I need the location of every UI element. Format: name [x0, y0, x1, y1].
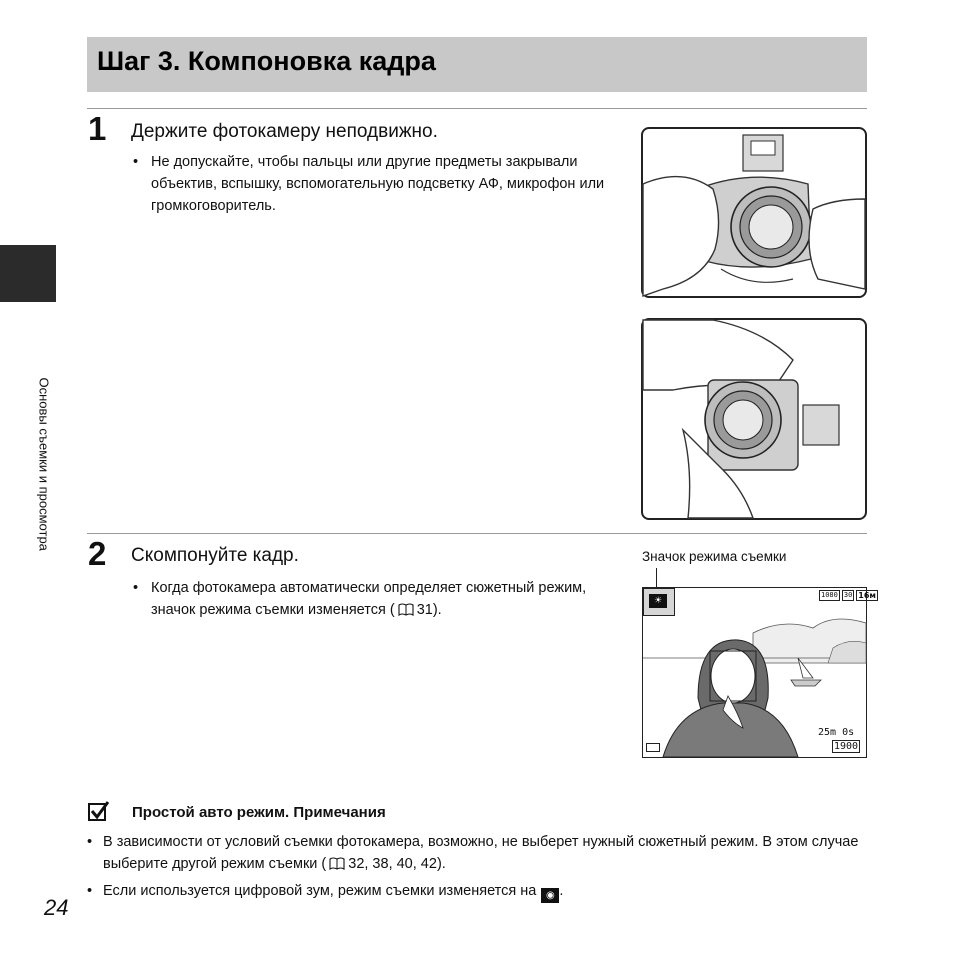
- camera-hold-photo-1: [641, 127, 867, 298]
- note-bullet-2-text: Если используется цифровой зум, режим съемки изменяется на: [103, 883, 537, 899]
- note-bullet-1-end: ).: [436, 856, 446, 872]
- screen-status-top: [819, 590, 878, 601]
- step1-bullet-text: Не допускайте, чтобы пальцы или другие предметы закрывали объектив, вспышку, вспомогательную подсветку АФ, микрофон или громкоговоритель.: [151, 154, 605, 214]
- image-size: 16м: [858, 591, 876, 600]
- remaining-rec-time: 25m 0s: [818, 727, 855, 738]
- camera-screen: [642, 587, 876, 758]
- note-bullet-1-text: В зависимости от условий съемки фотокамера, возможно, не выберет нужный сюжетный режим. В этом случае выберите другой режим съемки (: [103, 834, 859, 872]
- page-title: Шаг 3. Компоновка кадра: [97, 46, 436, 76]
- step2-heading: Скомпонуйте кадр.: [131, 545, 299, 566]
- book-icon: [329, 855, 345, 868]
- note-bullet-2: • Если используется цифровой зум, режим съемки изменяется на ◉ .: [87, 883, 564, 901]
- camera-hold-illustration-1: [643, 129, 865, 296]
- note-bullet-2-end: .: [559, 883, 564, 899]
- scene-auto-icon: ☀: [643, 588, 675, 616]
- divider: [87, 533, 867, 534]
- shots-remaining: 1900: [834, 741, 859, 752]
- video-fps: 30: [843, 591, 853, 599]
- image-caption: Значок режима съемки: [642, 549, 787, 564]
- step2-number: 2: [88, 535, 107, 572]
- step2-bullet-end: ).: [432, 602, 442, 618]
- camera-mode-icon: ◉: [541, 888, 559, 903]
- note-bullet-1: • В зависимости от условий съемки фотокамера, возможно, не выберет нужный сюжетный режим. В этом случае выберите другой режим съемки ( 32, 38, 40, 42).: [87, 834, 859, 872]
- camera-hold-photo-2: [641, 318, 867, 520]
- camera-hold-illustration-2: [643, 320, 865, 518]
- divider: [87, 108, 867, 109]
- note-heading: Простой авто режим. Примечания: [132, 804, 386, 821]
- checkmark-icon: [88, 800, 110, 822]
- note-bullet-1-refs: 32, 38, 40, 42: [348, 856, 437, 872]
- step1-heading: Держите фотокамеру неподвижно.: [131, 121, 438, 142]
- step2-ref: 31: [416, 602, 433, 618]
- video-resolution: 1080: [821, 591, 838, 599]
- step1-bullet: • Не допускайте, чтобы пальцы или другие предметы закрывали объектив, вспышку, вспомогательную подсветку АФ, микрофон или громкоговоритель.: [133, 154, 605, 214]
- battery-icon: [646, 743, 660, 752]
- step2-bullet-text: Когда фотокамера автоматически определяет сюжетный режим, значок режима съемки изменяется (: [151, 580, 587, 618]
- book-icon: [398, 601, 414, 614]
- section-tab: [0, 245, 56, 302]
- page-number: 24: [44, 895, 69, 920]
- step1-number: 1: [88, 110, 107, 147]
- step2-bullet: • Когда фотокамера автоматически определяет сюжетный режим, значок режима съемки изменяется ( 31).: [133, 580, 587, 618]
- section-label: Основы съемки и просмотра: [36, 377, 52, 551]
